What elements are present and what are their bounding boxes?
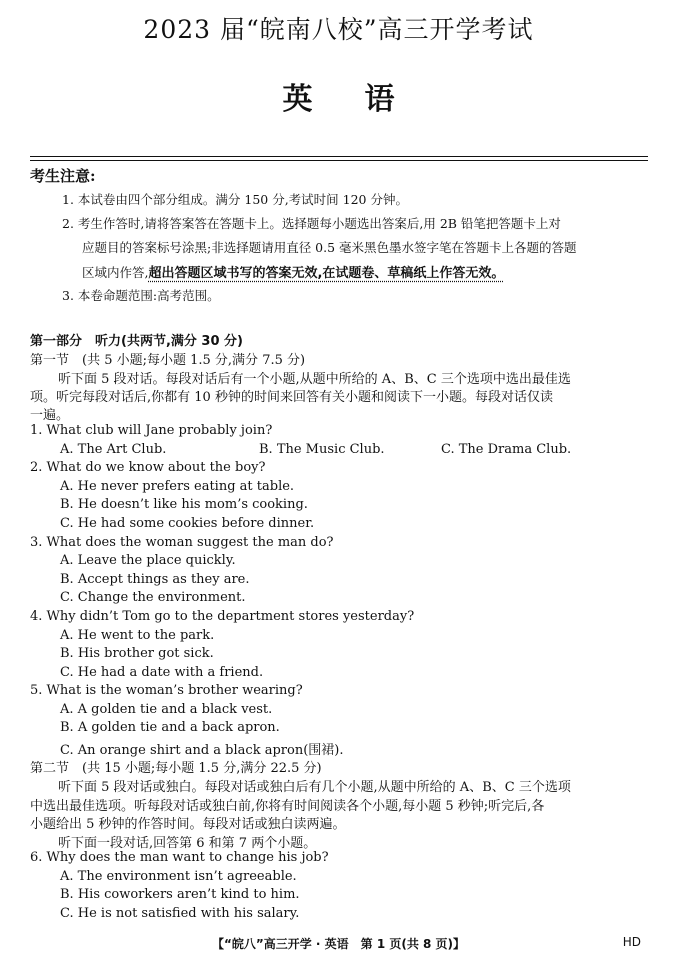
notice-item: 2. 考生作答时,请将答案答在答题卡上。选择题每小题选出答案后,用 2B 铅笔把答题卡上对 xyxy=(62,216,561,231)
section2-instruction: 听下面一段对话,回答第 6 和第 7 两个小题。 xyxy=(58,836,317,851)
option: B. He doesn’t like his mom’s cooking. xyxy=(60,497,308,512)
question: 2. What do we know about the boy? xyxy=(30,460,266,475)
subject-char-2: 语 xyxy=(364,82,395,117)
subject-char-1: 英 xyxy=(282,82,313,117)
exam-title: 2023 届“皖南八校”高三开学考试 xyxy=(143,15,534,44)
question: 6. Why does the man want to change his job? xyxy=(30,850,329,865)
option: C. He had some cookies before dinner. xyxy=(60,516,315,531)
notice-item: 应题目的答案标号涂黑;非选择题请用直径 0.5 毫米黑色墨水签字笔在答题卡上各题的答题 xyxy=(82,240,577,255)
section1-heading: 第一节 (共 5 小题;每小题 1.5 分,满分 7.5 分) xyxy=(30,353,306,368)
subject-title xyxy=(0,74,677,118)
option: B. His coworkers aren’t kind to him. xyxy=(60,887,300,902)
option: B. The Music Club. xyxy=(259,442,385,457)
section2-heading: 第二节 (共 15 小题;每小题 1.5 分,满分 22.5 分) xyxy=(30,761,322,776)
option: C. The Drama Club. xyxy=(441,442,572,457)
notice-item: 1. 本试卷由四个部分组成。满分 150 分,考试时间 120 分钟。 xyxy=(62,192,408,207)
option: A. Leave the place quickly. xyxy=(60,553,236,568)
notice-heading: 考生注意: xyxy=(30,167,96,185)
notice-emphasis: 超出答题区域书写的答案无效,在试题卷、草稿纸上作答无效。 xyxy=(148,266,505,281)
option: B. A golden tie and a back apron. xyxy=(60,720,280,735)
section1-instruction: 项。听完每段对话后,你都有 10 秒钟的时间来回答有关小题和阅读下一小题。每段对话仅读 xyxy=(30,390,553,405)
question: 1. What club will Jane probably join? xyxy=(30,423,273,438)
notice-item xyxy=(82,262,504,281)
footer-code: HD xyxy=(622,935,641,949)
section1-instruction: 一遍。 xyxy=(30,408,70,423)
question: 5. What is the woman’s brother wearing? xyxy=(30,683,303,698)
divider-line xyxy=(30,156,648,157)
divider-line xyxy=(30,160,648,161)
section2-instruction: 中选出最佳选项。听每段对话或独白前,你将有时间阅读各个小题,每小题 5 秒钟;听完后,各 xyxy=(30,799,545,814)
option: B. His brother got sick. xyxy=(60,646,214,661)
section1-instruction: 听下面 5 段对话。每段对话后有一个小题,从题中所给的 A、B、C 三个选项中选出最佳选 xyxy=(58,372,571,387)
option: A. He never prefers eating at table. xyxy=(60,479,295,494)
option: B. Accept things as they are. xyxy=(60,572,250,587)
option: C. An orange shirt and a black apron(围裙). xyxy=(60,743,344,758)
section2-instruction: 听下面 5 段对话或独白。每段对话或独白后有几个小题,从题中所给的 A、B、C 三个选项 xyxy=(58,780,571,795)
question: 3. What does the woman suggest the man do? xyxy=(30,535,334,550)
option: A. A golden tie and a black vest. xyxy=(60,702,273,717)
option: C. He had a date with a friend. xyxy=(60,665,264,680)
page-footer: 【“皖八”高三开学 · 英语 第 1 页(共 8 页)】 xyxy=(211,937,466,951)
question: 4. Why didn’t Tom go to the department stores yesterday? xyxy=(30,609,415,624)
part1-heading: 第一部分 听力(共两节,满分 30 分) xyxy=(30,334,243,349)
notice-item-text: 区域内作答, xyxy=(82,265,149,280)
option: C. He is not satisfied with his salary. xyxy=(60,906,300,921)
option: A. The Art Club. xyxy=(60,442,167,457)
option: A. He went to the park. xyxy=(60,628,215,643)
section2-instruction: 小题给出 5 秒钟的作答时间。每段对话或独白读两遍。 xyxy=(30,817,346,832)
notice-item: 3. 本卷命题范围:高考范围。 xyxy=(62,288,220,303)
option: A. The environment isn’t agreeable. xyxy=(60,869,297,884)
option: C. Change the environment. xyxy=(60,590,246,605)
